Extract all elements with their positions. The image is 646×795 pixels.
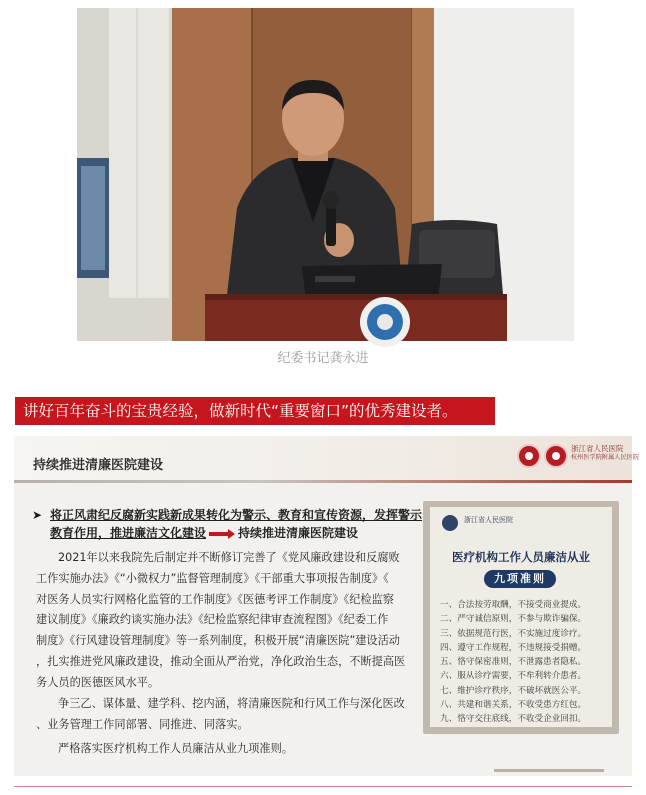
paragraph-line: 争三乙、谋体量、建学科、挖内涵，将清廉医院和行风工作与深化医改 [58,697,405,710]
key-point-line2 [50,524,358,542]
speaker-photo [77,8,574,341]
slide-bottom-strip [494,769,604,772]
rule-item: 六、服从诊疗需要，不牟利转介患者。 [440,671,587,682]
rule-item: 四、遵守工作规程，不违规接受捐赠。 [440,642,587,653]
poster-hospital-logo-icon [442,515,458,531]
poster-title: 医疗机构工作人员廉洁从业 [452,550,590,564]
paragraph-regulations [36,548,426,694]
photo-caption: 纪委书记龚永进 [277,351,369,366]
poster-rules-list [440,598,608,727]
rule-item: 九、恪守交往底线，不收受企业回扣。 [440,714,587,725]
slide-header-divider [14,480,632,483]
footer-divider [14,786,632,787]
rule-item: 八、共建和谐关系，不收受患方红包。 [440,700,587,711]
paragraph-line: 建议制度》《廉政约谈实施办法》《纪检监察纪律审查流程图》《纪委工作 [36,613,389,627]
key-point-line2-a: 教育作用，推进廉洁文化建设 [50,526,207,540]
hospital-logo-icon [517,444,541,468]
university-logo-icon [544,444,568,468]
red-arrow-icon [209,530,235,538]
bullet-arrow-icon: ➤ [32,508,43,522]
paragraph-rules [36,739,426,760]
paragraph-line: 、业务管理工作同部署、同推进、同落实。 [36,717,249,731]
section-banner: 讲好百年奋斗的宝贵经验，做新时代“重要窗口”的优秀建设者。 [15,397,495,425]
poster-brand: 浙江省人民医院 [464,516,513,524]
presentation-slide [14,436,640,776]
rule-item: 五、恪守保密准则，不泄露患者隐私。 [440,657,587,668]
paragraph-line: 严格落实医疗机构工作人员廉洁从业九项准则。 [58,742,293,755]
speaker-photo-illustration [77,8,574,341]
rule-item: 一、合法按劳取酬，不接受商业提成。 [440,600,587,610]
paragraph-line: 2021年以来我院先后制定并不断修订完善了《党风廉政建设和反腐败 [58,551,400,564]
paragraph-line: ，扎实推进党风廉政建设，推动全面从严治党，净化政治生态，不断提高医 [36,654,406,668]
key-point-line1: 将正风肃纪反腐新实践新成果转化为警示、教育和宣传资源，发挥警示 [50,508,423,522]
paragraph-line: 工作实施办法》《“小微权力”监督管理制度》《干部重大事项报告制度》《 [36,571,389,585]
paragraph-line: 务人员的医德医风水平。 [36,675,160,689]
slide-title: 持续推进清廉医院建设 [33,458,164,473]
key-point-line2-b: 持续推进清廉医院建设 [238,526,359,540]
poster-board [430,507,612,727]
rule-item: 七、维护诊疗秩序，不破坏就医公平。 [440,685,587,696]
nine-rules-poster [423,501,619,734]
header-brand-line2: 杭州医学院附属人民医院 [571,454,640,461]
paragraph-line: 对医务人员实行网格化监管的工作制度》《医德考评工作制度》《纪检监察 [36,592,394,606]
rule-item: 三、依据规范行医，不实施过度诊疗。 [440,628,587,639]
rule-item: 二、严守诚信原则，不参与欺诈骗保。 [440,614,587,625]
poster-badge: 九项准则 [484,570,556,588]
header-brand [571,444,639,462]
header-brand-line1: 浙江省人民医院 [571,444,624,453]
paragraph-reform [36,694,426,736]
paragraph-line: 制度》《行风建设管理制度》等一系列制度，积极开展“清廉医院”建设活动 [36,634,400,648]
